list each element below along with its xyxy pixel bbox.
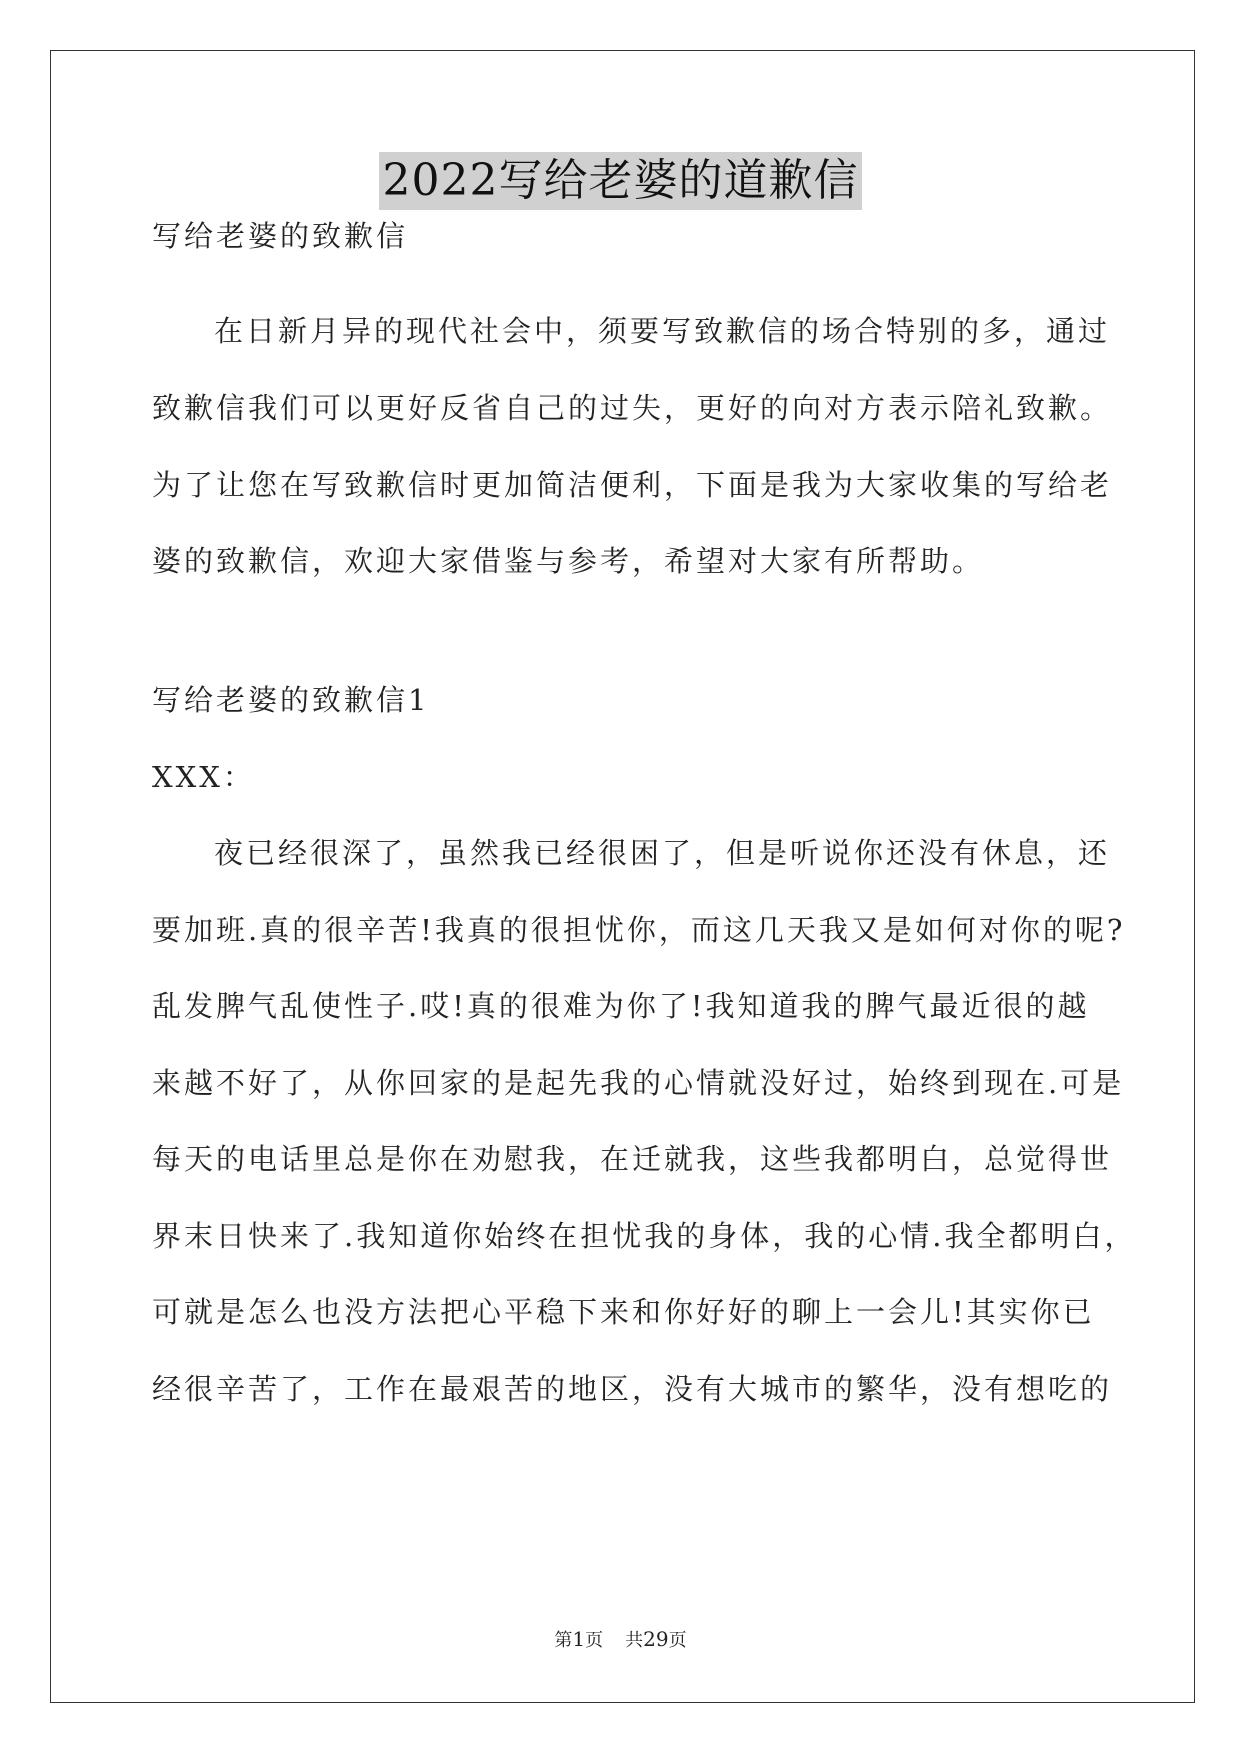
paragraph-line: 乱发脾气乱使性子.哎!真的很难为你了!我知道我的脾气最近很的越 (152, 989, 1090, 1023)
paragraph-line: 要加班.真的很辛苦!我真的很担忧你，而这几天我又是如何对你的呢? (152, 913, 1126, 947)
paragraph-line: 在日新月异的现代社会中，须要写致歉信的场合特别的多，通过 (214, 314, 1111, 348)
title-container (0, 152, 1241, 210)
paragraph-line: 经很辛苦了，工作在最艰苦的地区，没有大城市的繁华，没有想吃的 (152, 1372, 1113, 1406)
document-title: 2022写给老婆的道歉信 (379, 152, 863, 210)
paragraph-line: 来越不好了，从你回家的是起先我的心情就没好过，始终到现在.可是 (152, 1066, 1125, 1100)
total-pages: 29 (643, 1627, 669, 1651)
paragraph-line: 界末日快来了.我知道你始终在担忧我的身体，我的心情.我全都明白， (152, 1219, 1137, 1253)
page-footer (0, 1627, 1241, 1653)
page-border (50, 50, 1195, 1703)
paragraph-line: 夜已经很深了，虽然我已经很困了，但是听说你还没有休息，还 (214, 836, 1111, 870)
total-label-suffix: 页 (668, 1630, 687, 1651)
paragraph-line: 可就是怎么也没方法把心平稳下来和你好好的聊上一会儿!其实你已 (152, 1295, 1095, 1329)
paragraph-line: 致歉信我们可以更好反省自己的过失，更好的向对方表示陪礼致歉。 (152, 391, 1113, 425)
section-heading: 写给老婆的致歉信 (152, 219, 409, 253)
paragraph-line: 婆的致歉信，欢迎大家借鉴与参考，希望对大家有所帮助。 (152, 544, 985, 578)
total-label-prefix: 共 (625, 1630, 644, 1651)
paragraph-line: 为了让您在写致歉信时更加简洁便利，下面是我为大家收集的写给老 (152, 468, 1113, 502)
page-label-suffix: 页 (585, 1630, 604, 1651)
paragraph-line: 每天的电话里总是你在劝慰我，在迁就我，这些我都明白，总觉得世 (152, 1142, 1113, 1176)
page-number: 1 (572, 1627, 586, 1651)
page-label-prefix: 第 (554, 1630, 573, 1651)
section-heading: 写给老婆的致歉信1 (152, 683, 430, 717)
salutation: XXX： (152, 760, 255, 794)
